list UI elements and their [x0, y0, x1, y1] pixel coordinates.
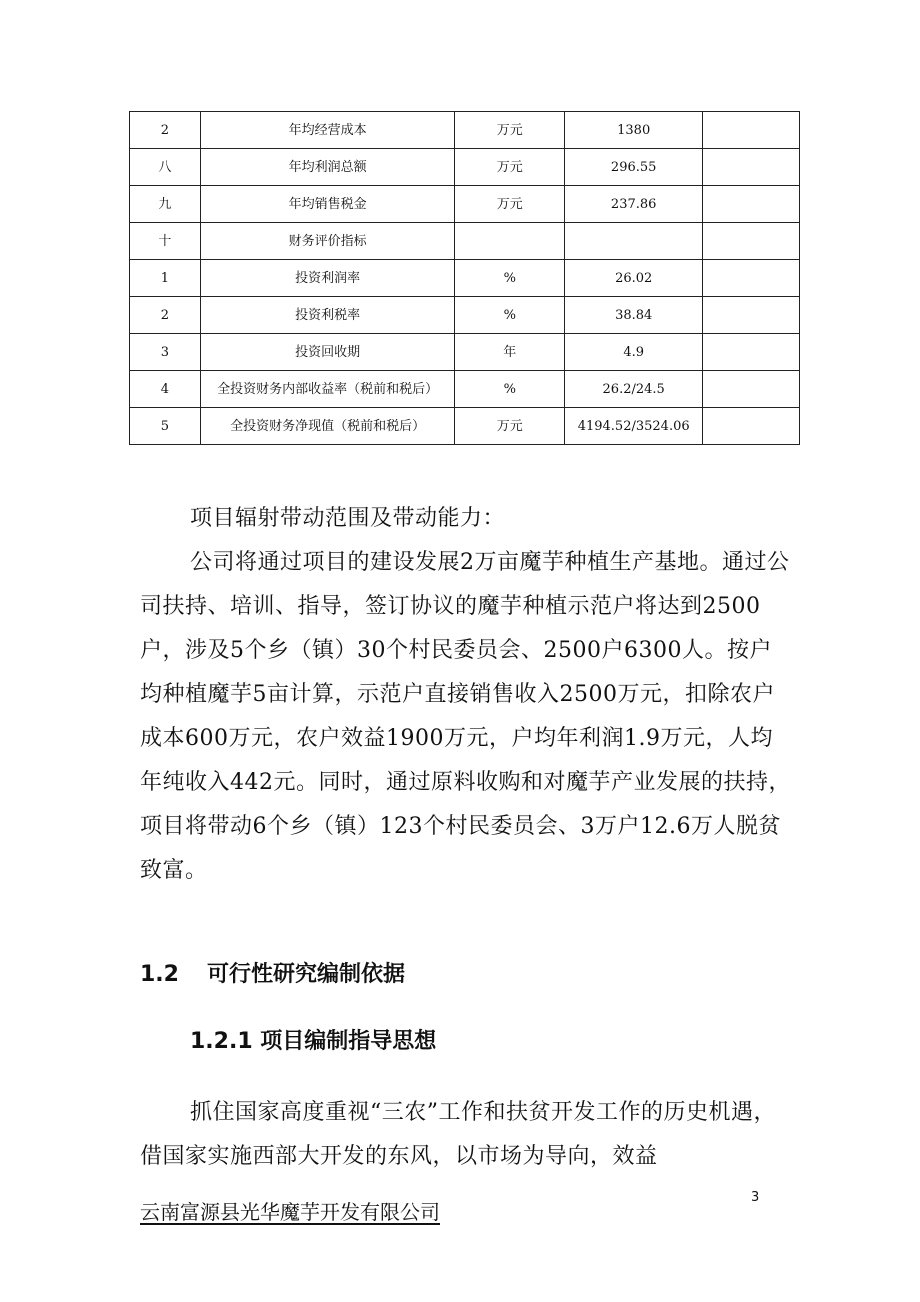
- table-row: [130, 223, 800, 260]
- table-row: [130, 260, 800, 297]
- table-row: [130, 112, 800, 149]
- table-cell: 296.55: [565, 149, 703, 186]
- financial-table-body: [130, 112, 800, 445]
- guiding-paragraph: 抓住国家高度重视“三农”工作和扶贫开发工作的历史机遇，借国家实施西部大开发的东风，以市场为导向，效益: [140, 1100, 776, 1169]
- table-cell: 全投资财务内部收益率（税前和税后）: [200, 371, 455, 408]
- table-cell: [703, 186, 800, 223]
- table-cell: [703, 297, 800, 334]
- table-cell: 1: [130, 260, 201, 297]
- guiding-section: [140, 1091, 792, 1179]
- page-number: 3: [751, 1190, 760, 1205]
- table-cell: 5: [130, 408, 201, 445]
- section-number: 1.2: [140, 962, 179, 987]
- table-cell: 2: [130, 297, 201, 334]
- table-cell: 1380: [565, 112, 703, 149]
- section-heading: [140, 957, 405, 988]
- table-cell: 万元: [455, 186, 565, 223]
- table-cell: 投资利税率: [200, 297, 455, 334]
- radiation-title: 项目辐射带动范围及带动能力：: [190, 506, 506, 531]
- table-cell: 年均经营成本: [200, 112, 455, 149]
- table-cell: 九: [130, 186, 201, 223]
- table-cell: 万元: [455, 408, 565, 445]
- table-cell: 十: [130, 223, 201, 260]
- table-cell: 年: [455, 334, 565, 371]
- table-cell: [703, 334, 800, 371]
- table-cell: 年均利润总额: [200, 149, 455, 186]
- table-row: [130, 334, 800, 371]
- table-cell: 八: [130, 149, 201, 186]
- table-cell: %: [455, 371, 565, 408]
- table-cell: [703, 223, 800, 260]
- table-row: [130, 186, 800, 223]
- table-cell: 26.02: [565, 260, 703, 297]
- table-row: [130, 149, 800, 186]
- table-cell: 万元: [455, 149, 565, 186]
- table-cell: 237.86: [565, 186, 703, 223]
- table-cell: [455, 223, 565, 260]
- table-row: [130, 371, 800, 408]
- table-cell: 26.2/24.5: [565, 371, 703, 408]
- table-cell: 万元: [455, 112, 565, 149]
- radiation-paragraph: 公司将通过项目的建设发展2万亩魔芋种植生产基地。通过公司扶持、培训、指导，签订协议的魔芋种植示范户将达到2500户，涉及5个乡（镇）30个村民委员会、2500户6300人。按户均种植魔芋5亩计算，示范户直接销售收入2500万元，扣除农户成本600万元，农户效益1900万元，户均年利润1.9万元，人均年纯收入442元。同时，通过原料收购和对魔芋产业发展的扶持，项目将带动6个乡（镇）123个村民委员会、3万户12.6万人脱贫致富。: [140, 550, 791, 883]
- table-cell: %: [455, 260, 565, 297]
- table-cell: 年均销售税金: [200, 186, 455, 223]
- table-cell: [703, 112, 800, 149]
- subsection-heading: 1.2.1 项目编制指导思想: [190, 1029, 437, 1054]
- table-cell: [703, 408, 800, 445]
- table-cell: 38.84: [565, 297, 703, 334]
- table-cell: [565, 223, 703, 260]
- table-cell: 4.9: [565, 334, 703, 371]
- table-cell: 投资利润率: [200, 260, 455, 297]
- table-cell: 4: [130, 371, 201, 408]
- table-cell: %: [455, 297, 565, 334]
- section-title: 可行性研究编制依据: [206, 962, 405, 987]
- table-cell: 3: [130, 334, 201, 371]
- table-cell: [703, 371, 800, 408]
- table-cell: 4194.52/3524.06: [565, 408, 703, 445]
- radiation-section: [140, 497, 792, 893]
- table-cell: 2: [130, 112, 201, 149]
- table-row: [130, 297, 800, 334]
- financial-table: [129, 111, 800, 445]
- table-cell: 全投资财务净现值（税前和税后）: [200, 408, 455, 445]
- table-row: [130, 408, 800, 445]
- footer-company-name: 云南富源县光华魔芋开发有限公司: [140, 1200, 440, 1224]
- table-cell: [703, 149, 800, 186]
- table-cell: 投资回收期: [200, 334, 455, 371]
- table-cell: [703, 260, 800, 297]
- table-cell: 财务评价指标: [200, 223, 455, 260]
